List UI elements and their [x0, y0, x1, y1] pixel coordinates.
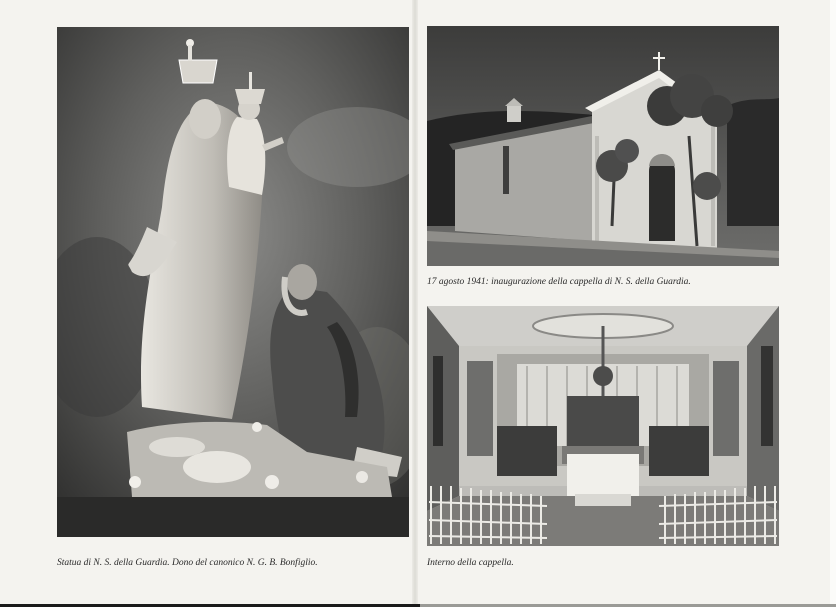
page-gutter: [412, 0, 418, 607]
statue-photo-image: [57, 27, 409, 537]
chapel-photo-image: [427, 26, 779, 266]
interior-photo-image: [427, 306, 779, 546]
interior-photo: [427, 306, 779, 546]
interior-caption: Interno della cappella.: [427, 558, 514, 568]
chapel-caption: 17 agosto 1941: inaugurazione della cappella di N. S. della Guardia.: [427, 277, 691, 287]
statue-caption: Statua di N. S. della Guardia. Dono del canonico N. G. B. Bonfiglio.: [57, 558, 318, 568]
page-edge: [830, 0, 836, 607]
chapel-photo: [427, 26, 779, 266]
statue-photo: [57, 27, 409, 537]
